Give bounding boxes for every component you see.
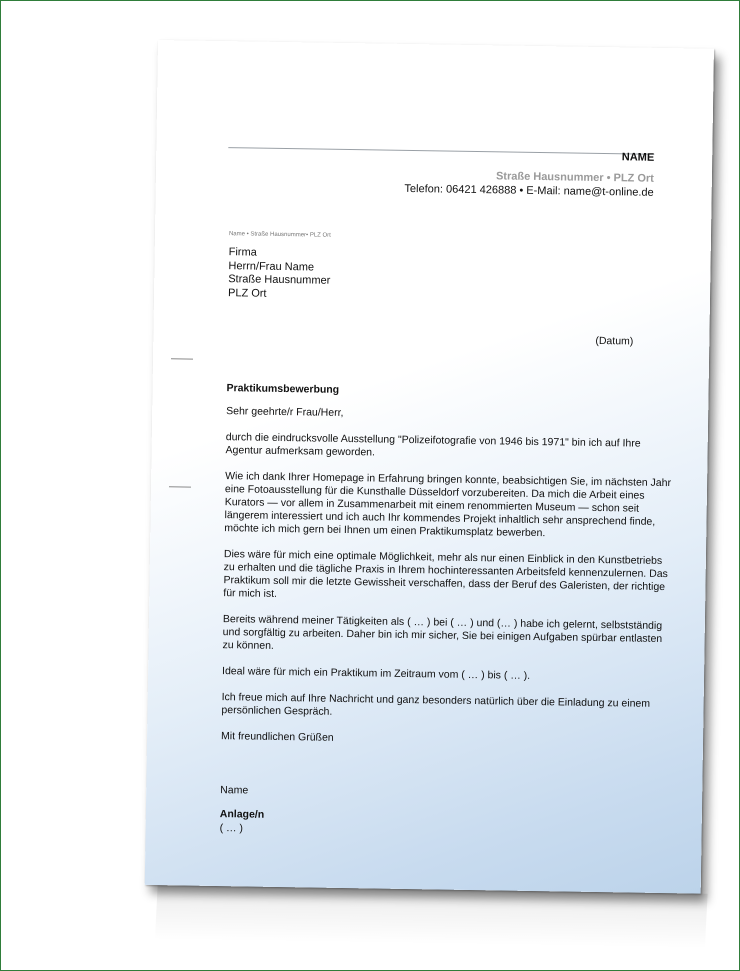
body-paragraph: Ideal wäre für mich ein Praktikum im Zeitraum vom ( … ) bis ( … ).	[222, 665, 531, 682]
letter-sheet-wrapper	[145, 40, 714, 894]
closing: Mit freundlichen Grüßen	[220, 730, 334, 744]
sender-name: NAME	[621, 151, 655, 164]
return-address: Name • Straße Hausnummer• PLZ Ort	[228, 231, 331, 239]
signature-name: Name	[220, 784, 249, 797]
body-paragraph: durch die eindrucksvolle Ausstellung "Polizeifotografie von 1946 bis 1971" bin ich auf Ihre Agentur aufmerksam geworden.	[225, 431, 641, 459]
attachment-label: Anlage/n	[219, 808, 265, 821]
fold-mark	[171, 358, 193, 359]
body-paragraph: Wie ich dank Ihrer Homepage in Erfahrung bringen konnte, beabsichtigen Sie, im nächsten Jahr eine Fotoausstellung für die Kunsthalle Düsseldorf vorzubereiten. Da mich die Arbeit eines Kurators — vor allem in Zusammenarbeit mit einem renommierten Museum — schon seit längerem interessiert und ich auch Ihr kommendes Projekt inhaltlich sehr ansprechend finde, möchte ich mich gern bei Ihnen um einen Praktikumsplatz bewerben.	[224, 470, 672, 540]
header-rule	[228, 147, 654, 155]
sheet-shadow	[155, 885, 708, 949]
letter-sheet	[145, 40, 714, 894]
body-paragraph: Dies wäre für mich eine optimale Möglichkeit, mehr als nur einen Einblick in den Kunstbetriebs zu erhalten und die tägliche Praxis in Ihrem hochinteressanten Arbeitsfeld kennenzulernen. Das Praktikum soll mir die letzte Gewissheit verschaffen, dass der Beruf des Galeristen, der richtige für mich ist.	[223, 548, 668, 600]
attachment-value: ( … )	[219, 822, 244, 835]
letter-date: (Datum)	[595, 334, 634, 348]
sender-address: Straße Hausnummer • PLZ Ort	[495, 170, 654, 185]
body-paragraph: Ich freue mich auf Ihre Nachricht und ganz besonders natürlich über die Einladung zu einem persönlichen Gespräch.	[221, 691, 651, 718]
fold-mark	[169, 486, 191, 487]
letter-body	[221, 405, 676, 763]
letter-subject: Praktikumsbewerbung	[226, 382, 340, 396]
sender-contact: Telefon: 06421 426888 • E-Mail: name@t-online.de	[404, 182, 654, 199]
recipient-line: Straße Hausnummer	[228, 273, 331, 287]
recipient-line: Firma	[228, 246, 257, 259]
recipient-line: PLZ Ort	[227, 286, 267, 300]
salutation: Sehr geehrte/r Frau/Herr,	[226, 405, 344, 419]
recipient-block	[228, 246, 331, 302]
body-paragraph: Bereits während meiner Tätigkeiten als ( … ) bei ( … ) und (… ) habe ich gelernt, selbstständig und sorgfältig zu arbeiten. Daher bin ich mir sicher, Sie bei einigen Aufgaben spürbar entlasten zu können.	[222, 613, 663, 652]
recipient-line: Herrn/Frau Name	[228, 259, 315, 273]
